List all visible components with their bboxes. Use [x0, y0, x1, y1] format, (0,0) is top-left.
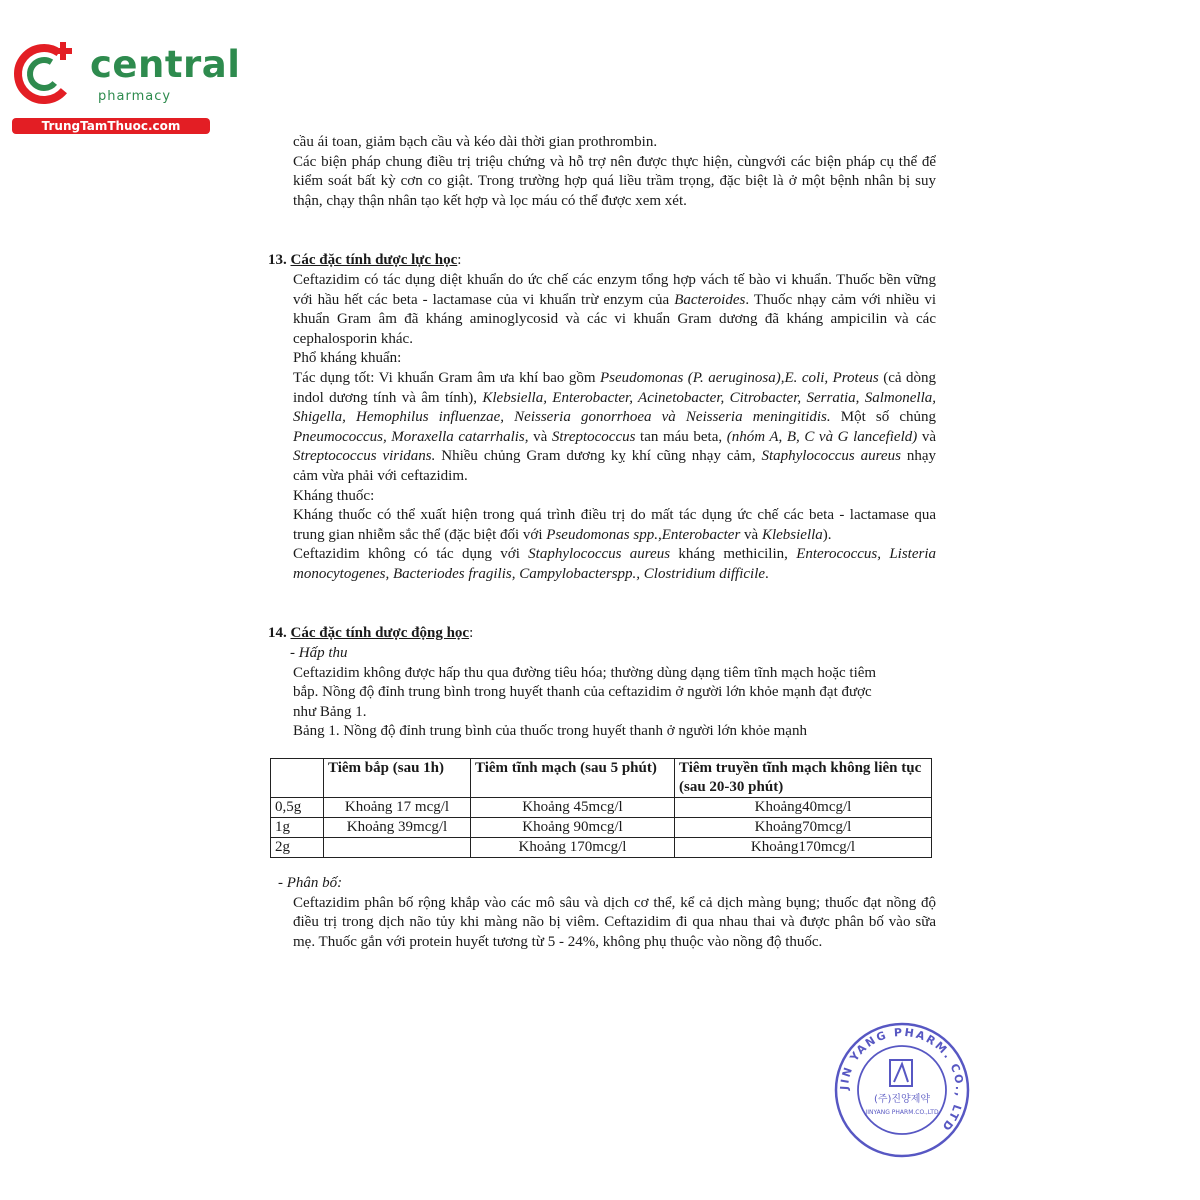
section-14-heading: 14. Các đặc tính dược động học: — [268, 625, 474, 642]
logo-subtitle: pharmacy — [98, 89, 172, 104]
table-row — [271, 818, 932, 838]
svg-text:(주)진양제약: (주)진양제약 — [873, 1094, 931, 1105]
intro-paragraph: Các biện pháp chung điều trị triệu chứng và hỗ trợ nên được thực hiện, cùngvới các biện pháp cụ thể để kiểm soát bất kỳ cơn co giật. Trong trường hợp quá liều trầm trọng, đặc biệt là ở một bệnh nhân bị suy thận, chạy thận nhân tạo kết hợp và lọc máu có thể được xem xét. — [293, 153, 936, 209]
central-pharmacy-logo-icon — [10, 38, 82, 106]
s14-paragraph-2: bắp. Nồng độ đỉnh trung bình trong huyết thanh của ceftazidim ở người lớn khỏe mạnh đạt được — [293, 684, 872, 701]
section-14-title: Các đặc tính dược động học — [290, 625, 470, 642]
section-13-number: 13. — [268, 252, 287, 269]
svg-text:JINYANG PHARM.CO.,LTD: JINYANG PHARM.CO.,LTD — [865, 1109, 939, 1116]
table-caption: Bảng 1. Nồng độ đỉnh trung bình của thuốc trong huyết thanh ở người lớn khỏe mạnh — [293, 723, 807, 740]
table-header-cell — [271, 759, 324, 798]
s14-distribution-heading: - Phân bố: — [278, 875, 343, 892]
table-cell: 0,5g — [271, 798, 324, 818]
logo-website: TrungTamThuoc.com — [12, 118, 210, 134]
table-cell: 1g — [271, 818, 324, 838]
table-header-row — [271, 759, 932, 798]
section-14-number: 14. — [268, 625, 287, 642]
table-cell: Khoảng 90mcg/l — [471, 818, 675, 838]
s13-subheading-spectrum: Phổ kháng khuẩn: — [293, 350, 402, 367]
s13-paragraph-1: Ceftazidim có tác dụng diệt khuẩn do ức chế các enzym tổng hợp vách tế bào vi khuẩn. Thuốc bền vững với hầu hết các beta - lactamase của vi khuẩn trừ enzym của Bacteroides. Thuốc nhạy cảm với nhiều vi khuẩn Gram âm đã kháng aminoglycosid và các vi khuẩn Gram dương đã kháng ampicilin và các cephalosporin khác. — [293, 271, 936, 347]
brand-logo — [10, 38, 241, 138]
s14-paragraph-3: như Bảng 1. — [293, 703, 367, 720]
s14-paragraph-4: Ceftazidim phân bố rộng khắp vào các mô sâu và dịch cơ thể, kể cả dịch màng bụng; thuốc đạt nồng độ điều trị trong dịch não tủy khi màng não bị viêm. Ceftazidim đi qua nhau thai và được phân bố vào sữa mẹ. Thuốc gắn với protein huyết tương từ 5 - 24%, không phụ thuộc vào nồng độ thuốc. — [293, 894, 936, 950]
table-cell: Khoảng170mcg/l — [675, 838, 932, 858]
logo-name: central — [90, 43, 241, 86]
s13-paragraph-2: Tác dụng tốt: Vi khuẩn Gram âm ưa khí bao gồm Pseudomonas (P. aeruginosa),E. coli, Proteus (cả dòng indol dương tính và âm tính), Klebsiella, Enterobacter, Acinetobacter, Citrobacter, Serratia, Salmonella, Shigella, Hemophilus influenzae, Neisseria gonorrhoea và Neisseria meningitidis. Một số chủng Pneumococcus, Moraxella catarrhalis, và Streptococcus tan máu beta, (nhóm A, B, C và G lancefield) và Streptococcus viridans. Nhiều chủng Gram dương kỵ khí cũng nhạy cảm, Staphylococcus aureus nhạy cảm vừa phải với ceftazidim. — [293, 369, 937, 484]
concentration-table — [270, 758, 932, 858]
s13-subheading-resistance: Kháng thuốc: — [293, 487, 375, 504]
table-row — [271, 838, 932, 858]
table-cell: Khoảng70mcg/l — [675, 818, 932, 838]
table-header-cell: Tiêm tĩnh mạch (sau 5 phút) — [471, 759, 675, 798]
s13-paragraph-3: Kháng thuốc có thể xuất hiện trong quá trình điều trị do mất tác dụng ức chế các beta - lactamase qua trung gian nhiễm sắc thể (đặc biệt đối với Pseudomonas spp.,Enterobacter và Klebsiella). — [293, 507, 936, 543]
intro-line: cầu ái toan, giảm bạch cầu và kéo dài thời gian prothrombin. — [293, 134, 658, 150]
company-stamp-icon — [832, 1020, 972, 1160]
table-cell — [324, 838, 471, 858]
table-cell: 2g — [271, 838, 324, 858]
table-header-cell: Tiêm truyền tĩnh mạch không liên tục (sau 20-30 phút) — [675, 759, 932, 798]
table-cell: Khoảng 17 mcg/l — [324, 798, 471, 818]
table-cell: Khoảng40mcg/l — [675, 798, 932, 818]
table-row — [271, 798, 932, 818]
s14-paragraph-1: Ceftazidim không được hấp thu qua đường tiêu hóa; thường dùng dạng tiêm tĩnh mạch hoặc tiêm — [293, 664, 877, 681]
s13-paragraph-4: Ceftazidim không có tác dụng với Staphylococcus aureus kháng methicilin, Enterococcus, Listeria monocytogenes, Bacteriodes fragilis, Campylobacterspp., Clostridium difficile. — [293, 546, 936, 582]
section-13-title: Các đặc tính dược lực học — [290, 252, 458, 269]
table-header-cell: Tiêm bắp (sau 1h) — [324, 759, 471, 798]
document-body — [268, 133, 936, 952]
table-cell: Khoảng 45mcg/l — [471, 798, 675, 818]
table-cell: Khoảng 39mcg/l — [324, 818, 471, 838]
s14-absorption-heading: - Hấp thu — [290, 645, 348, 662]
svg-text:JIN YANG PHARM. CO., LTD: JIN YANG PHARM. CO., LTD — [837, 1025, 967, 1135]
section-13-heading: 13. Các đặc tính dược lực học: — [268, 252, 462, 269]
table-cell: Khoảng 170mcg/l — [471, 838, 675, 858]
